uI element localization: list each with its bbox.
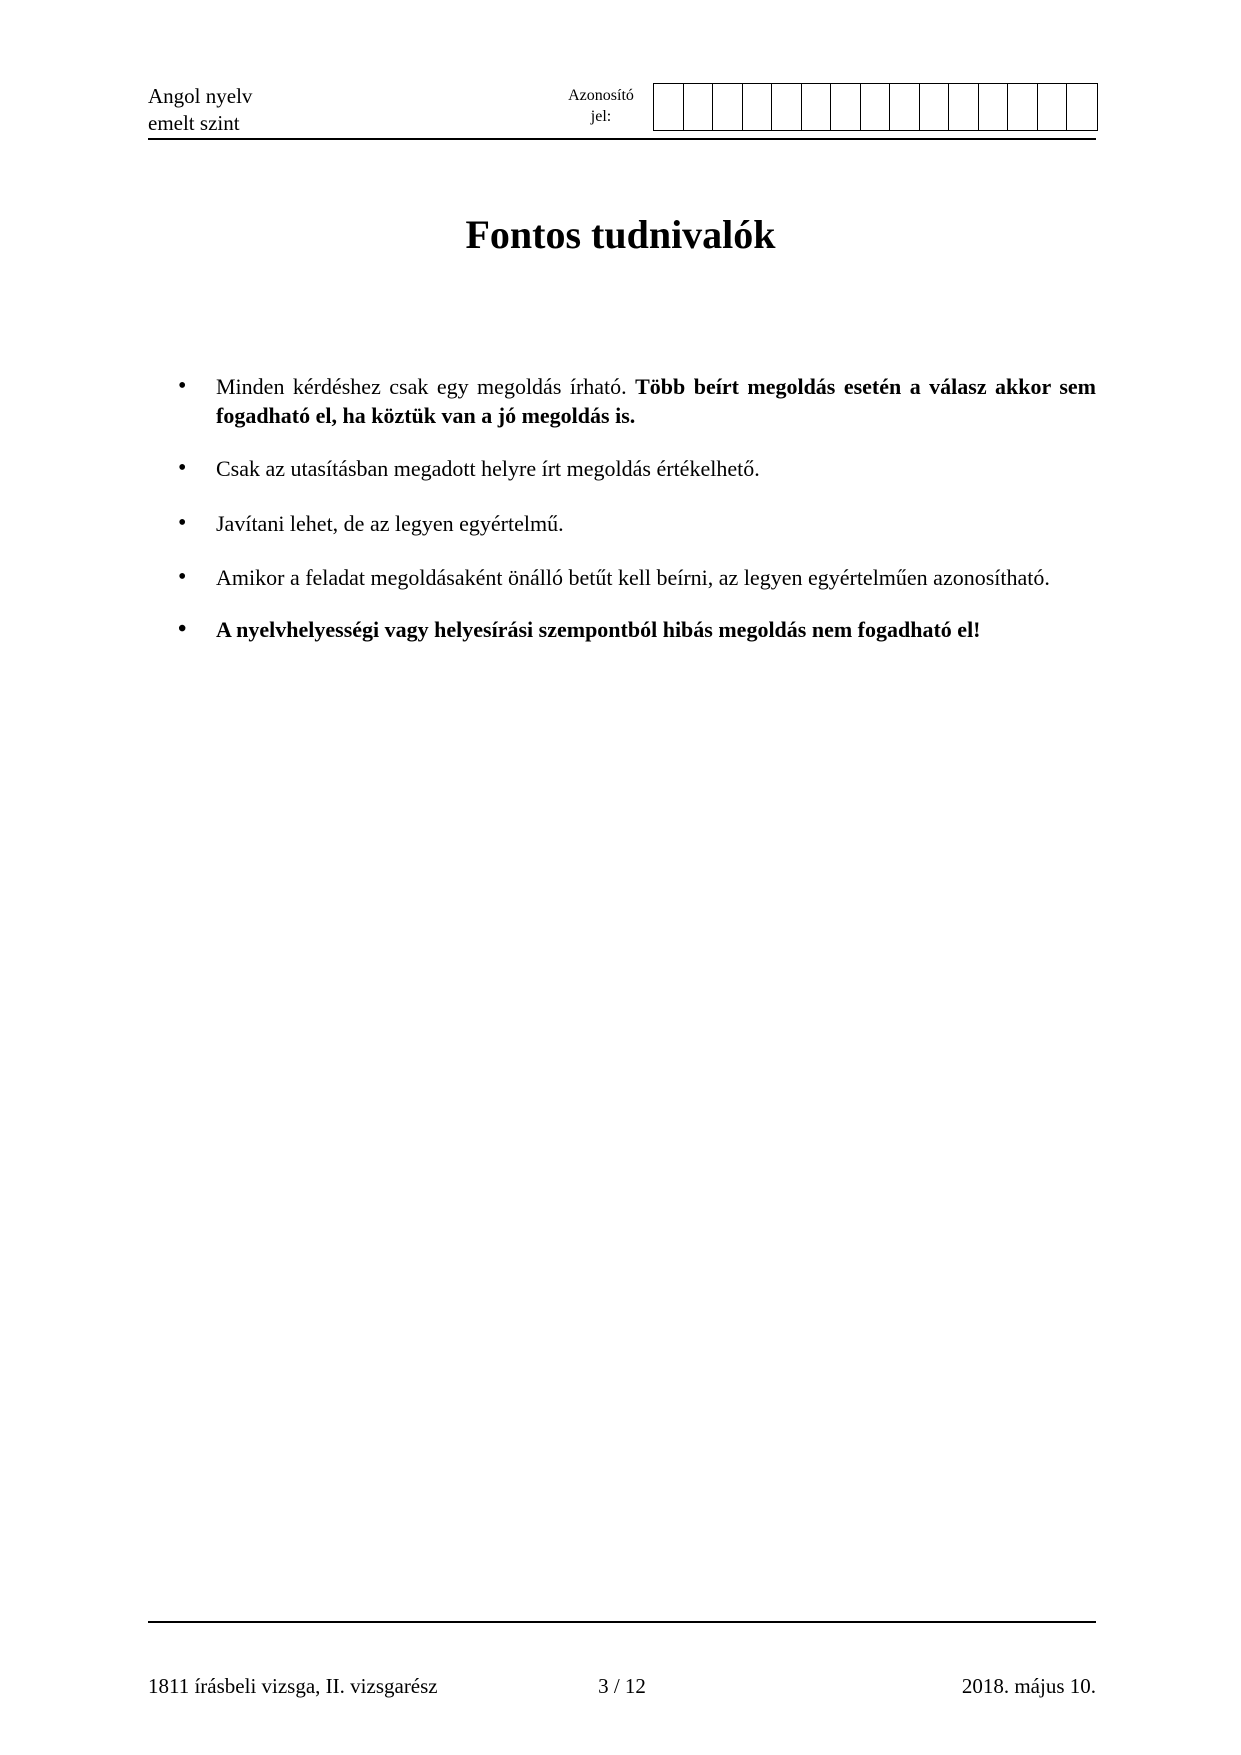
page-title: Fontos tudnivalók bbox=[465, 212, 776, 257]
id-code-box[interactable] bbox=[1038, 84, 1068, 130]
note-text: Minden kérdéshez csak egy megoldás írható. bbox=[216, 374, 636, 399]
id-code-boxes[interactable] bbox=[653, 83, 1098, 131]
id-code-box[interactable] bbox=[949, 84, 979, 130]
id-label bbox=[556, 85, 646, 127]
exam-date: 2018. május 10. bbox=[961, 1674, 1096, 1698]
id-code-box[interactable] bbox=[1008, 84, 1038, 130]
page-footer bbox=[148, 1621, 1096, 1698]
note-item bbox=[148, 615, 1096, 644]
id-code-box[interactable] bbox=[802, 84, 832, 130]
subject-name: Angol nyelv bbox=[148, 84, 253, 108]
note-text: Amikor a feladat megoldásaként önálló betűt kell beírni, az legyen egyértelműen azonosítható. bbox=[216, 565, 1050, 590]
note-item bbox=[148, 372, 1096, 430]
note-item bbox=[148, 454, 1096, 483]
note-item bbox=[148, 509, 1096, 538]
page-number: 3 / 12 bbox=[598, 1674, 646, 1698]
id-code-box[interactable] bbox=[772, 84, 802, 130]
id-code-box[interactable] bbox=[890, 84, 920, 130]
page-header bbox=[148, 80, 1096, 140]
note-item bbox=[148, 563, 1096, 592]
id-code-box[interactable] bbox=[1067, 84, 1097, 130]
id-code-box[interactable] bbox=[861, 84, 891, 130]
id-code-box[interactable] bbox=[684, 84, 714, 130]
id-label-line2: jel: bbox=[590, 108, 612, 125]
note-text: Csak az utasításban megadott helyre írt megoldás értékelhető. bbox=[216, 456, 760, 481]
note-text-bold: A nyelvhelyességi vagy helyesírási szempontból hibás megoldás nem fogadható el! bbox=[216, 617, 981, 642]
id-code-box[interactable] bbox=[979, 84, 1009, 130]
subject-level: emelt szint bbox=[148, 111, 240, 135]
note-text: Javítani lehet, de az legyen egyértelmű. bbox=[216, 511, 564, 536]
id-code-box[interactable] bbox=[743, 84, 773, 130]
subject-info bbox=[148, 83, 252, 137]
id-code-box[interactable] bbox=[654, 84, 684, 130]
id-label-line1: Azonosító bbox=[568, 87, 634, 104]
note-text-bold: Több beírt megoldás esetén a válasz akkor sem fogadható el, ha köztük van a jó megoldás is. bbox=[216, 374, 1096, 428]
exam-code: 1811 írásbeli vizsga, II. vizsgarész bbox=[148, 1674, 438, 1698]
id-code-box[interactable] bbox=[713, 84, 743, 130]
important-notes-list bbox=[148, 372, 1096, 644]
id-code-box[interactable] bbox=[920, 84, 950, 130]
id-code-box[interactable] bbox=[831, 84, 861, 130]
